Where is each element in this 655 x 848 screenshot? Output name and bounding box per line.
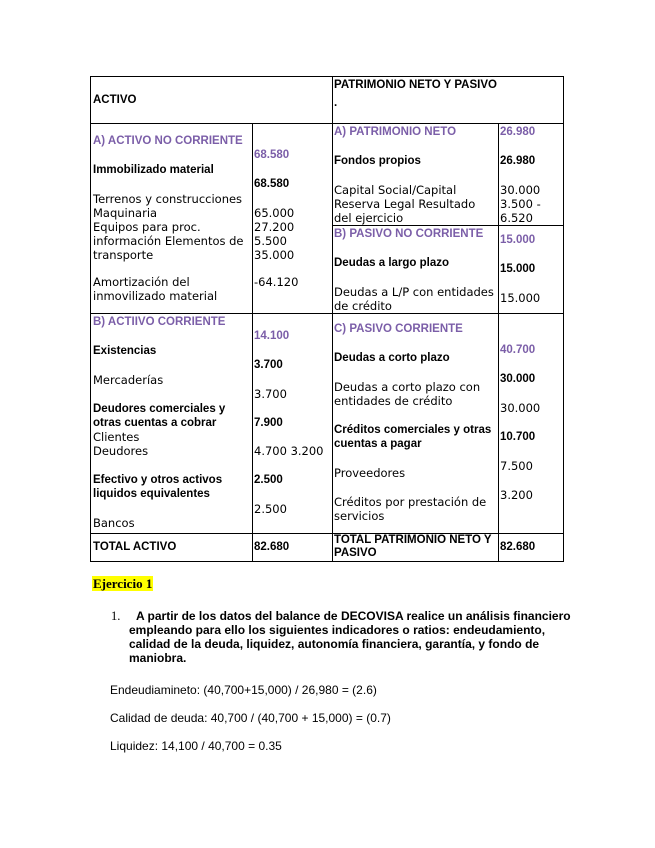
question-line: empleando para ello los siguientes indicadores o ratios: endeudamiento,: [129, 623, 546, 637]
total-activo-label: TOTAL ACTIVO: [93, 541, 177, 553]
ac-title: B) ACTIIVO CORRIENTE: [93, 316, 226, 328]
pn-line: del ejercicio: [334, 211, 404, 225]
pnc-value: 15.000: [500, 234, 536, 246]
pc-title: C) PASIVO CORRIENTE: [334, 323, 463, 335]
cred-label: Créditos comerciales y otras: [334, 424, 492, 436]
exist-value: 3.700: [254, 359, 283, 371]
anc-item-value: 35.000: [254, 248, 295, 262]
deud-value: 7.900: [254, 417, 283, 429]
total-pn-value: 82.680: [500, 541, 536, 553]
prov-label: Proveedores: [334, 466, 406, 480]
question-line: maniobra.: [129, 651, 187, 665]
pn-value: 26.980: [500, 126, 536, 138]
exercise-label: Ejercicio 1: [93, 576, 153, 591]
clientes-label: Clientes: [93, 430, 140, 444]
efe-label: Efectivo y otros activos: [93, 474, 223, 486]
table-border-bottom: [90, 561, 564, 562]
pn-line: Reserva Legal Resultado: [334, 197, 476, 211]
anc-title: A) ACTIVO NO CORRIENTE: [93, 135, 243, 147]
dlp-label: Deudas a largo plazo: [334, 257, 450, 269]
table-border-left: [90, 76, 91, 562]
pnc-ent-value: 15.000: [500, 291, 541, 305]
serv-label: servicios: [334, 509, 385, 523]
anc-item: Maquinaria: [93, 206, 158, 220]
anc-item: Terrenos y construcciones: [93, 192, 243, 206]
exist-label: Existencias: [93, 345, 157, 357]
pc-value: 40.700: [500, 344, 536, 356]
anc-item: transporte: [93, 248, 154, 262]
anc-item-value: 27.200: [254, 220, 295, 234]
calc-liquidez: Liquidez: 14,100 / 40,700 = 0.35: [110, 739, 282, 753]
merc-label: Mercaderías: [93, 373, 164, 387]
pn-line-value: 6.520: [500, 211, 533, 225]
dlp-value: 15.000: [500, 263, 536, 275]
pn-title: A) PATRIMONIO NETO: [334, 126, 457, 138]
header-activo: ACTIVO: [93, 94, 137, 106]
total-activo-value: 82.680: [254, 541, 290, 553]
ac-value: 14.100: [254, 330, 290, 342]
pc-ent-value: 30.000: [500, 401, 541, 415]
calc-calidad-deuda: Calidad de deuda: 40,700 / (40,700 + 15,000) = (0.7): [110, 711, 391, 725]
inmob-value: 68.580: [254, 178, 290, 190]
amort-label: inmovilizado material: [93, 289, 218, 303]
question-number: 1.: [111, 609, 121, 623]
efe-value: 2.500: [254, 474, 283, 486]
header-patrimonio: PATRIMONIO NETO Y PASIVO: [334, 79, 497, 91]
dcp-label: Deudas a corto plazo: [334, 352, 450, 364]
fp-label: Fondos propios: [334, 155, 421, 167]
deudores-label: Deudores: [93, 444, 149, 458]
bancos-value: 2.500: [254, 502, 287, 516]
table-border-top: [90, 76, 564, 77]
table-row-divider: [90, 123, 564, 124]
table-border-right: [563, 76, 564, 562]
pn-line: Capital Social/Capital: [334, 183, 457, 197]
bancos-label: Bancos: [93, 516, 135, 530]
table-row-divider: [90, 313, 564, 314]
cd-values: 4.700 3.200: [254, 444, 324, 458]
table-row-divider: [332, 225, 564, 226]
anc-item-value: 65.000: [254, 206, 295, 220]
pnc-ent-label: de crédito: [334, 299, 392, 313]
deud-label: otras cuentas a cobrar: [93, 417, 217, 429]
dcp-value: 30.000: [500, 373, 536, 385]
anc-item: información Elementos de: [93, 234, 244, 248]
pnc-ent-label: Deudas a L/P con entidades: [334, 285, 494, 299]
table-col-divider: [498, 123, 499, 562]
question-line: calidad de la deuda, liquidez, autonomía financiera, garantía, y fondo de: [129, 637, 540, 651]
cred-label: cuentas a pagar: [334, 438, 422, 450]
anc-value: 68.580: [254, 149, 290, 161]
deud-label: Deudores comerciales y: [93, 403, 226, 415]
prov-value: 7.500: [500, 459, 533, 473]
table-col-divider: [332, 76, 333, 562]
pn-line-value: 30.000: [500, 183, 541, 197]
efe-label: liquidos equivalentes: [93, 488, 210, 500]
serv-label: Créditos por prestación de: [334, 495, 487, 509]
serv-value: 3.200: [500, 488, 533, 502]
inmob-label: Immobilizado material: [93, 164, 214, 176]
calc-endeudamiento: Endeudiamineto: (40,700+15,000) / 26,980 = (2.6): [110, 683, 377, 697]
pc-ent-label: entidades de crédito: [334, 394, 453, 408]
fp-value: 26.980: [500, 155, 536, 167]
total-pn-label: PASIVO: [334, 547, 377, 559]
question-line: A partir de los datos del balance de DECOVISA realice un análisis financiero: [136, 609, 571, 623]
pc-ent-label: Deudas a corto plazo con: [334, 380, 481, 394]
table-col-divider: [252, 123, 253, 562]
anc-item: Equipos para proc.: [93, 220, 201, 234]
amort-value: -64.120: [254, 275, 299, 289]
anc-item-value: 5.500: [254, 234, 287, 248]
pnc-title: B) PASIVO NO CORRIENTE: [334, 228, 484, 240]
merc-value: 3.700: [254, 387, 287, 401]
amort-label: Amortización del: [93, 275, 190, 289]
pn-line-value: 3.500 -: [500, 197, 541, 211]
cred-value: 10.700: [500, 431, 536, 443]
table-row-divider: [90, 533, 564, 534]
total-pn-label: TOTAL PATRIMONIO NETO Y: [334, 534, 492, 546]
header-mark: .: [334, 97, 338, 109]
